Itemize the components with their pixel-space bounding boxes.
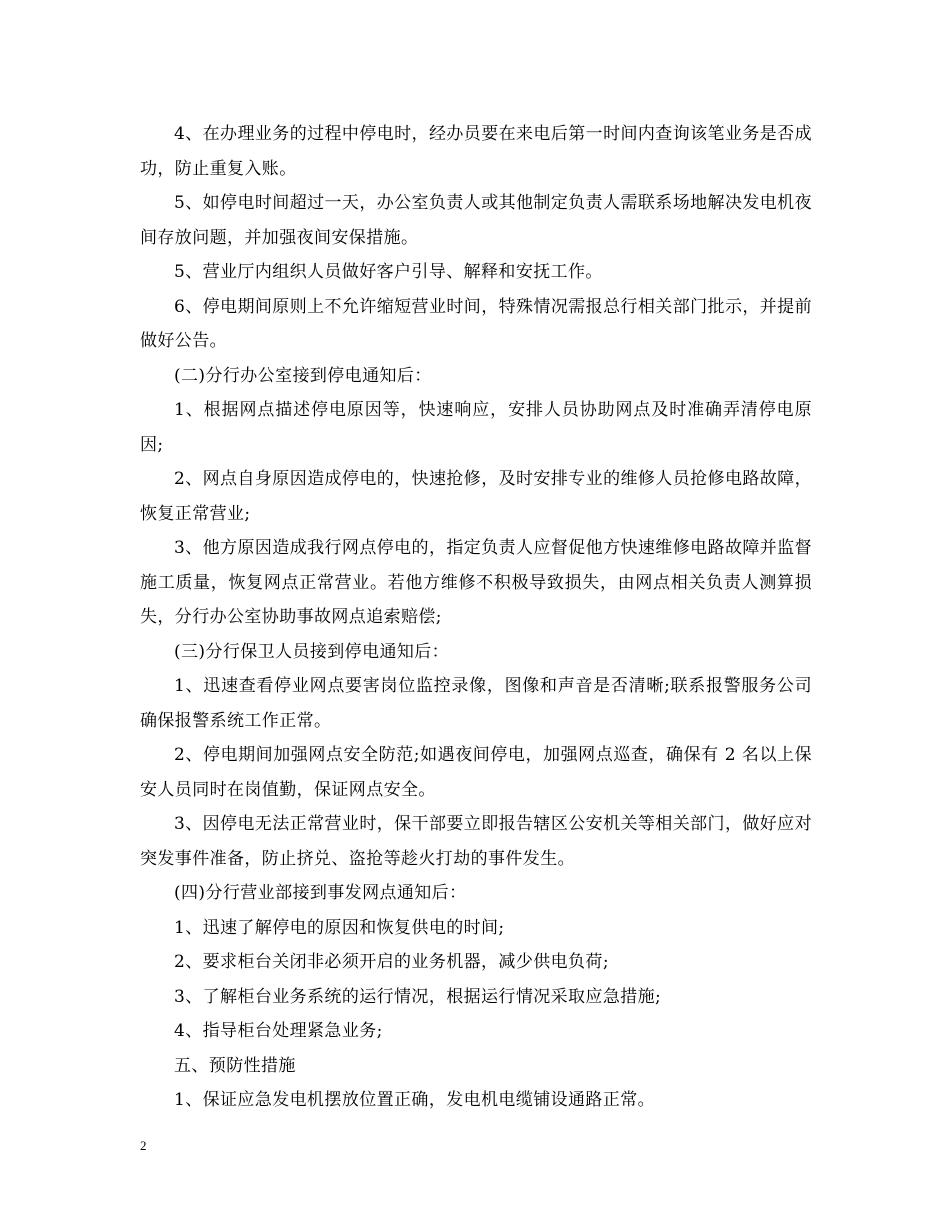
paragraph: 3、他方原因造成我行网点停电的，指定负责人应督促他方快速维修电路故障并监督施工质量，恢复网点正常营业。若他方维修不积极导致损失，由网点相关负责人测算损失，分行办公室协助事故网点追索赔偿; <box>140 538 812 627</box>
paragraph: 2、停电期间加强网点安全防范;如遇夜间停电，加强网点巡查，确保有 2 名以上保安人员同时在岗值勤，保证网点安全。 <box>140 745 812 800</box>
paragraph: 1、根据网点描述停电原因等，快速响应，安排人员协助网点及时准确弄清停电原因; <box>140 400 812 455</box>
paragraph: 3、了解柜台业务系统的运行情况，根据运行情况采取应急措施; <box>174 986 662 1007</box>
section-heading: (三)分行保卫人员接到停电通知后： <box>174 641 450 662</box>
paragraph: 4、在办理业务的过程中停电时，经办员要在来电后第一时间内查询该笔业务是否成功，防止重复入账。 <box>140 124 812 179</box>
section-heading: 五、预防性措施 <box>174 1055 296 1076</box>
paragraph: 6、停电期间原则上不允许缩短营业时间，特殊情况需报总行相关部门批示，并提前做好公告。 <box>140 296 812 351</box>
paragraph: 5、如停电时间超过一天，办公室负责人或其他制定负责人需联系场地解决发电机夜间存放问题，并加强夜间安保措施。 <box>140 193 812 248</box>
paragraph: 1、迅速了解停电的原因和恢复供电的时间; <box>174 917 505 938</box>
page-body <box>140 117 812 1118</box>
paragraph: 2、网点自身原因造成停电的，快速抢修，及时安排专业的维修人员抢修电路故障，恢复正常营业; <box>140 469 812 524</box>
paragraph: 5、营业厅内组织人员做好客户引导、解释和安抚工作。 <box>174 262 603 282</box>
page-number: 2 <box>140 1138 147 1153</box>
paragraph: 2、要求柜台关闭非必须开启的业务机器，减少供电负荷; <box>174 952 609 972</box>
section-heading: (四)分行营业部接到事发网点通知后： <box>174 883 467 903</box>
paragraph: 1、迅速查看停业网点要害岗位监控录像，图像和声音是否清晰;联系报警服务公司确保报警系统工作正常。 <box>140 676 812 731</box>
section-heading: (二)分行办公室接到停电通知后： <box>174 365 432 386</box>
paragraph: 4、指导柜台处理紧急业务; <box>174 1021 383 1041</box>
paragraph: 1、保证应急发电机摆放位置正确，发电机电缆铺设通路正常。 <box>174 1090 656 1110</box>
paragraph: 3、因停电无法正常营业时，保干部要立即报告辖区公安机关等相关部门，做好应对突发事件准备，防止挤兑、盗抢等趁火打劫的事件发生。 <box>140 814 812 869</box>
